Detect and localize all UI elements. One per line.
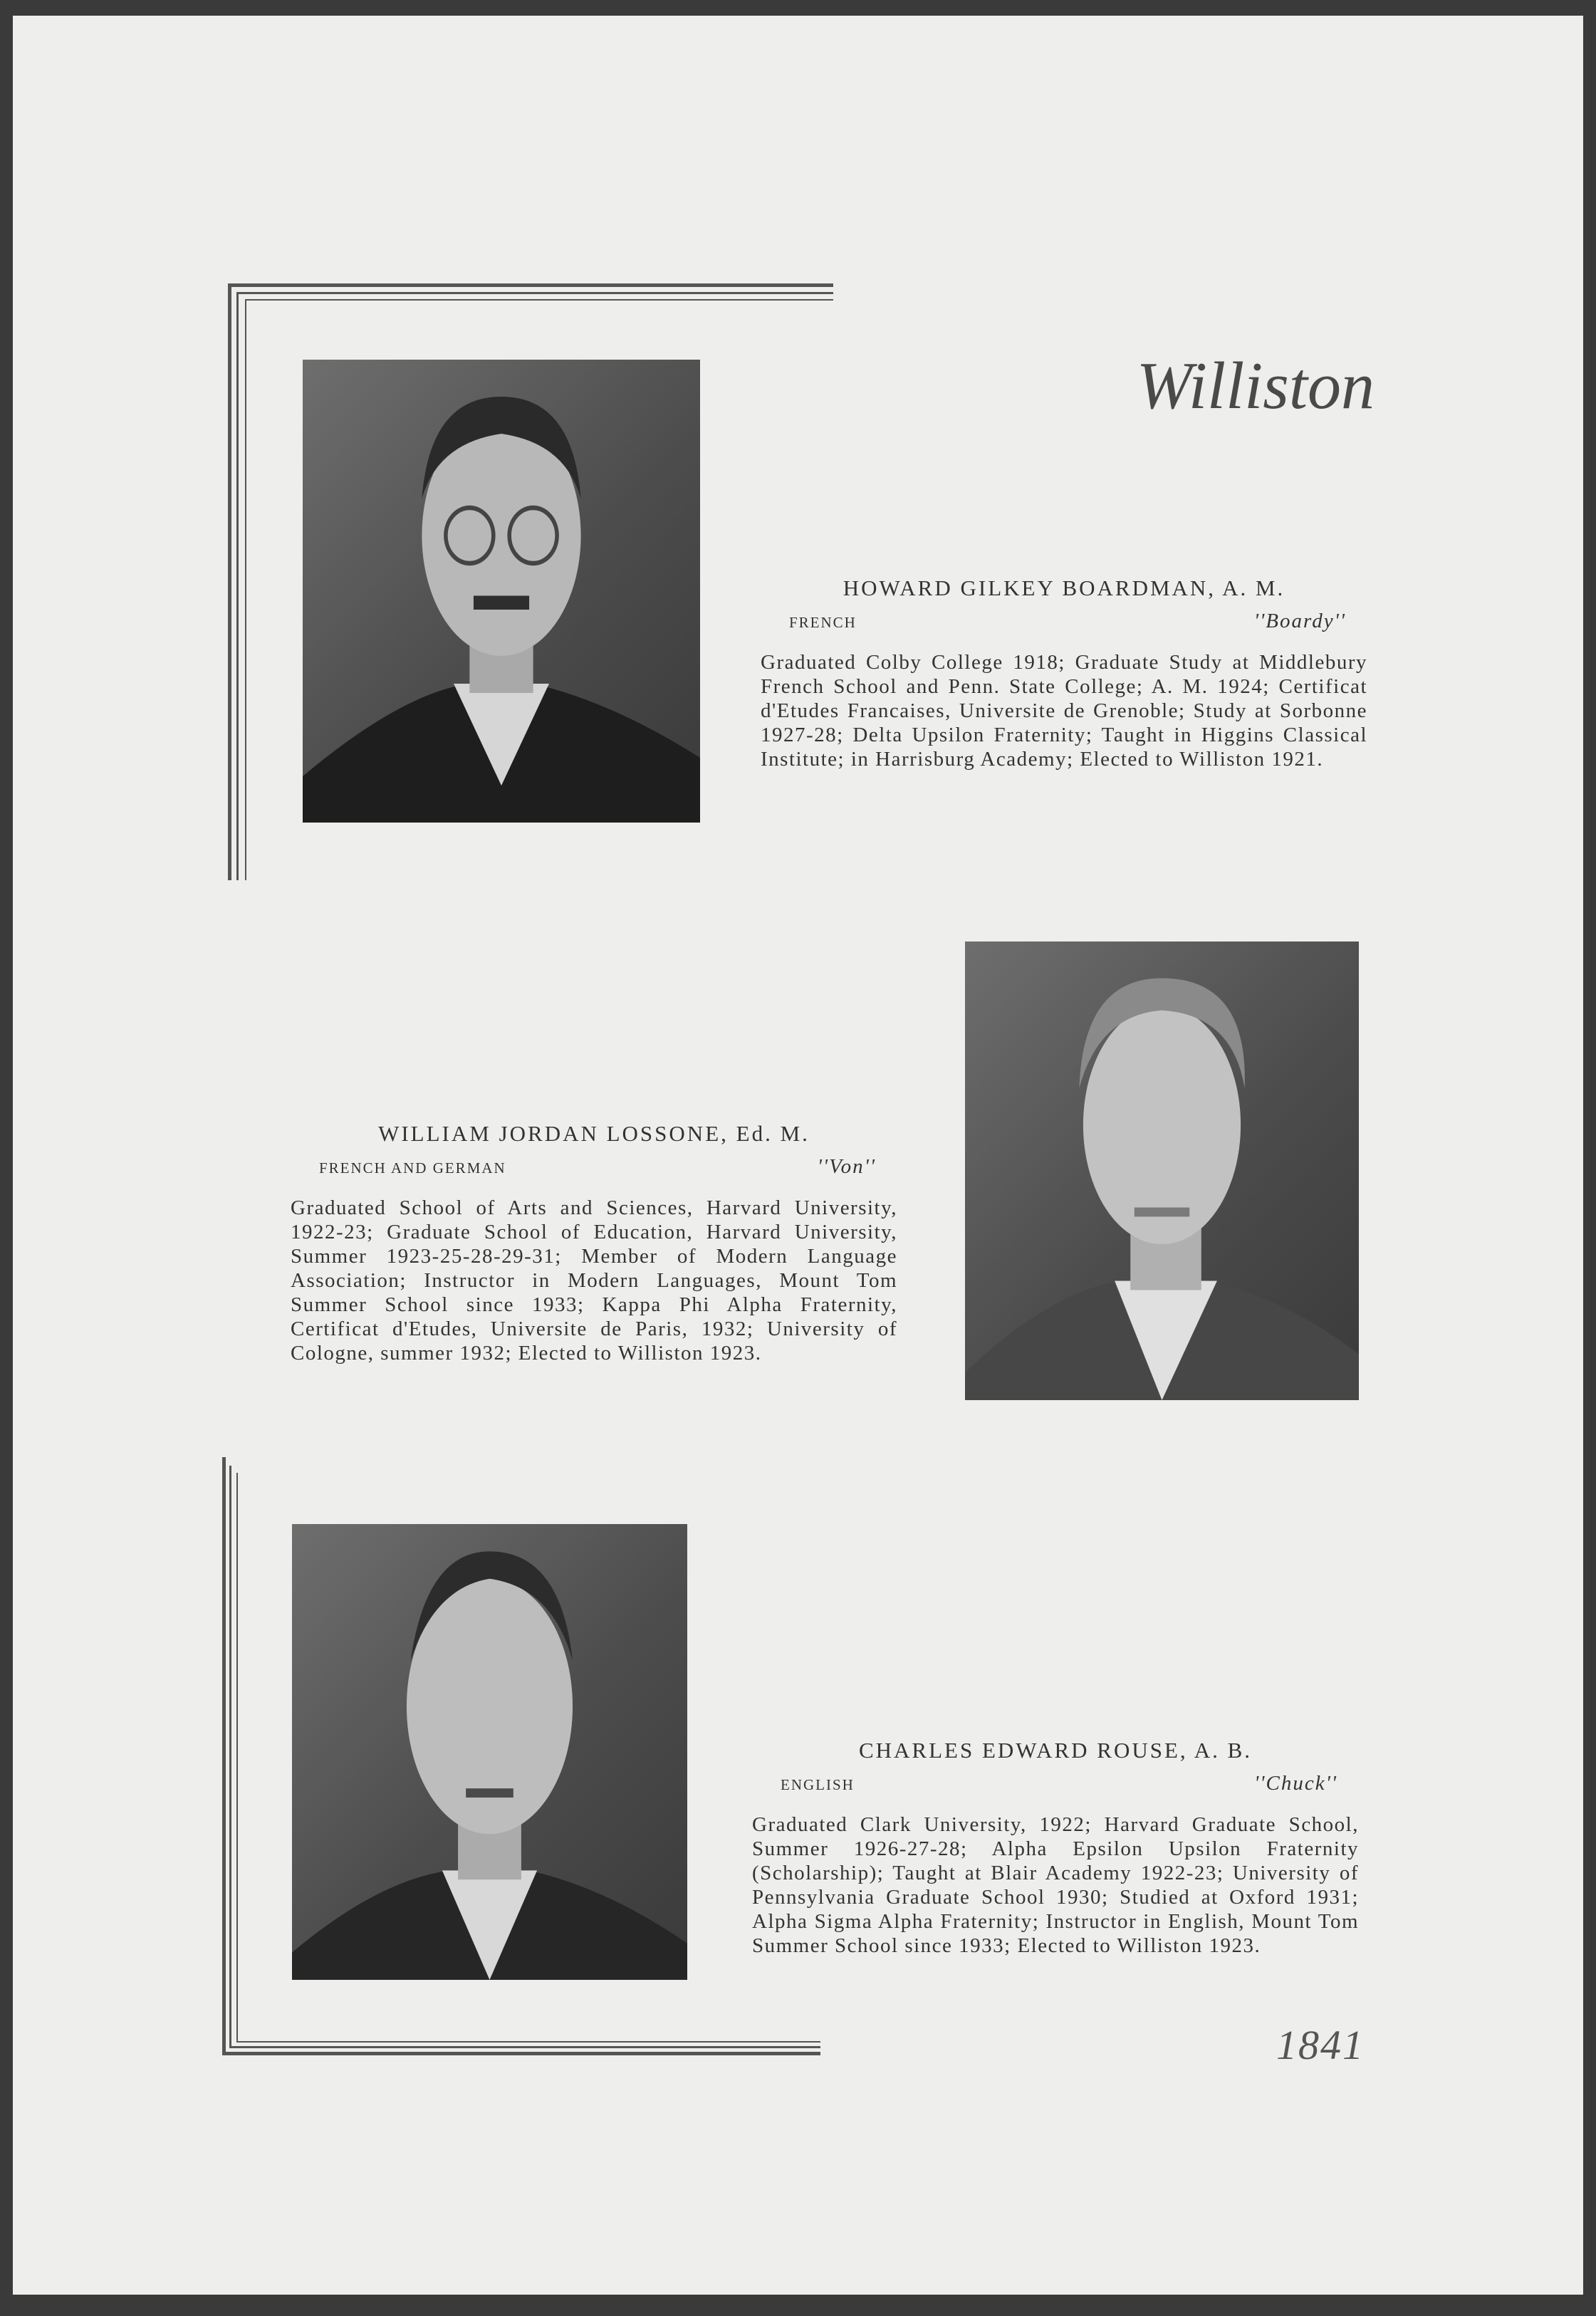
faculty-name: WILLIAM JORDAN LOSSONE, Ed. M. — [378, 1121, 810, 1146]
faculty-biography: Graduated Clark University, 1922; Harvard Graduate School, Summer 1926-27-28; Alpha Epsilon Upsilon Fraternity (Scholarship); Taught at Blair Academy 1922-23; University of Pennsylvania Graduate School 1930; Studied at Oxford 1931; Alpha Sigma Alpha Fraternity; Instructor in English, Mount Tom Summer School since 1933; Elected to Williston 1923. — [752, 1813, 1359, 1957]
faculty-department: ENGLISH — [781, 1776, 855, 1793]
faculty-biography: Graduated School of Arts and Sciences, Harvard University, 1922-23; Graduate School of Education, Harvard University, Summer 1923-25-28-29-31; Member of Modern Language Association; Instructor in Modern Languages, Mount Tom Summer School since 1933; Kappa Phi Alpha Fraternity, Certificat d'Etudes, Universite de Paris, 1932; University of Cologne, summer 1932; Elected to Williston 1923. — [291, 1196, 897, 1365]
faculty-nickname: ''Chuck'' — [1254, 1772, 1337, 1795]
portrait-photo-rouse — [292, 1524, 687, 1980]
portrait-photo-boardman — [303, 360, 700, 823]
faculty-nickname: ''Boardy'' — [1253, 610, 1346, 632]
faculty-department: FRENCH — [789, 614, 857, 631]
faculty-entry-lossone — [291, 1121, 897, 1365]
faculty-name: HOWARD GILKEY BOARDMAN, A. M. — [843, 575, 1285, 600]
page-year: 1841 — [1276, 2022, 1365, 2068]
faculty-biography: Graduated Colby College 1918; Graduate Study at Middlebury French School and Penn. State College; A. M. 1924; Certificat d'Etudes Francaises, Universite de Grenoble; Study at Sorbonne 1927-28; Delta Upsilon Fraternity; Taught in Higgins Classical Institute; in Harrisburg Academy; Elected to Williston 1921. — [761, 651, 1367, 771]
portrait-photo-lossone — [965, 941, 1359, 1400]
faculty-entry-boardman — [761, 575, 1367, 771]
faculty-department: FRENCH AND GERMAN — [319, 1159, 506, 1177]
faculty-name: CHARLES EDWARD ROUSE, A. B. — [858, 1738, 1253, 1763]
faculty-nickname: ''Von'' — [817, 1155, 876, 1178]
faculty-entry-rouse — [752, 1738, 1359, 1958]
school-title: Williston — [1136, 349, 1375, 423]
